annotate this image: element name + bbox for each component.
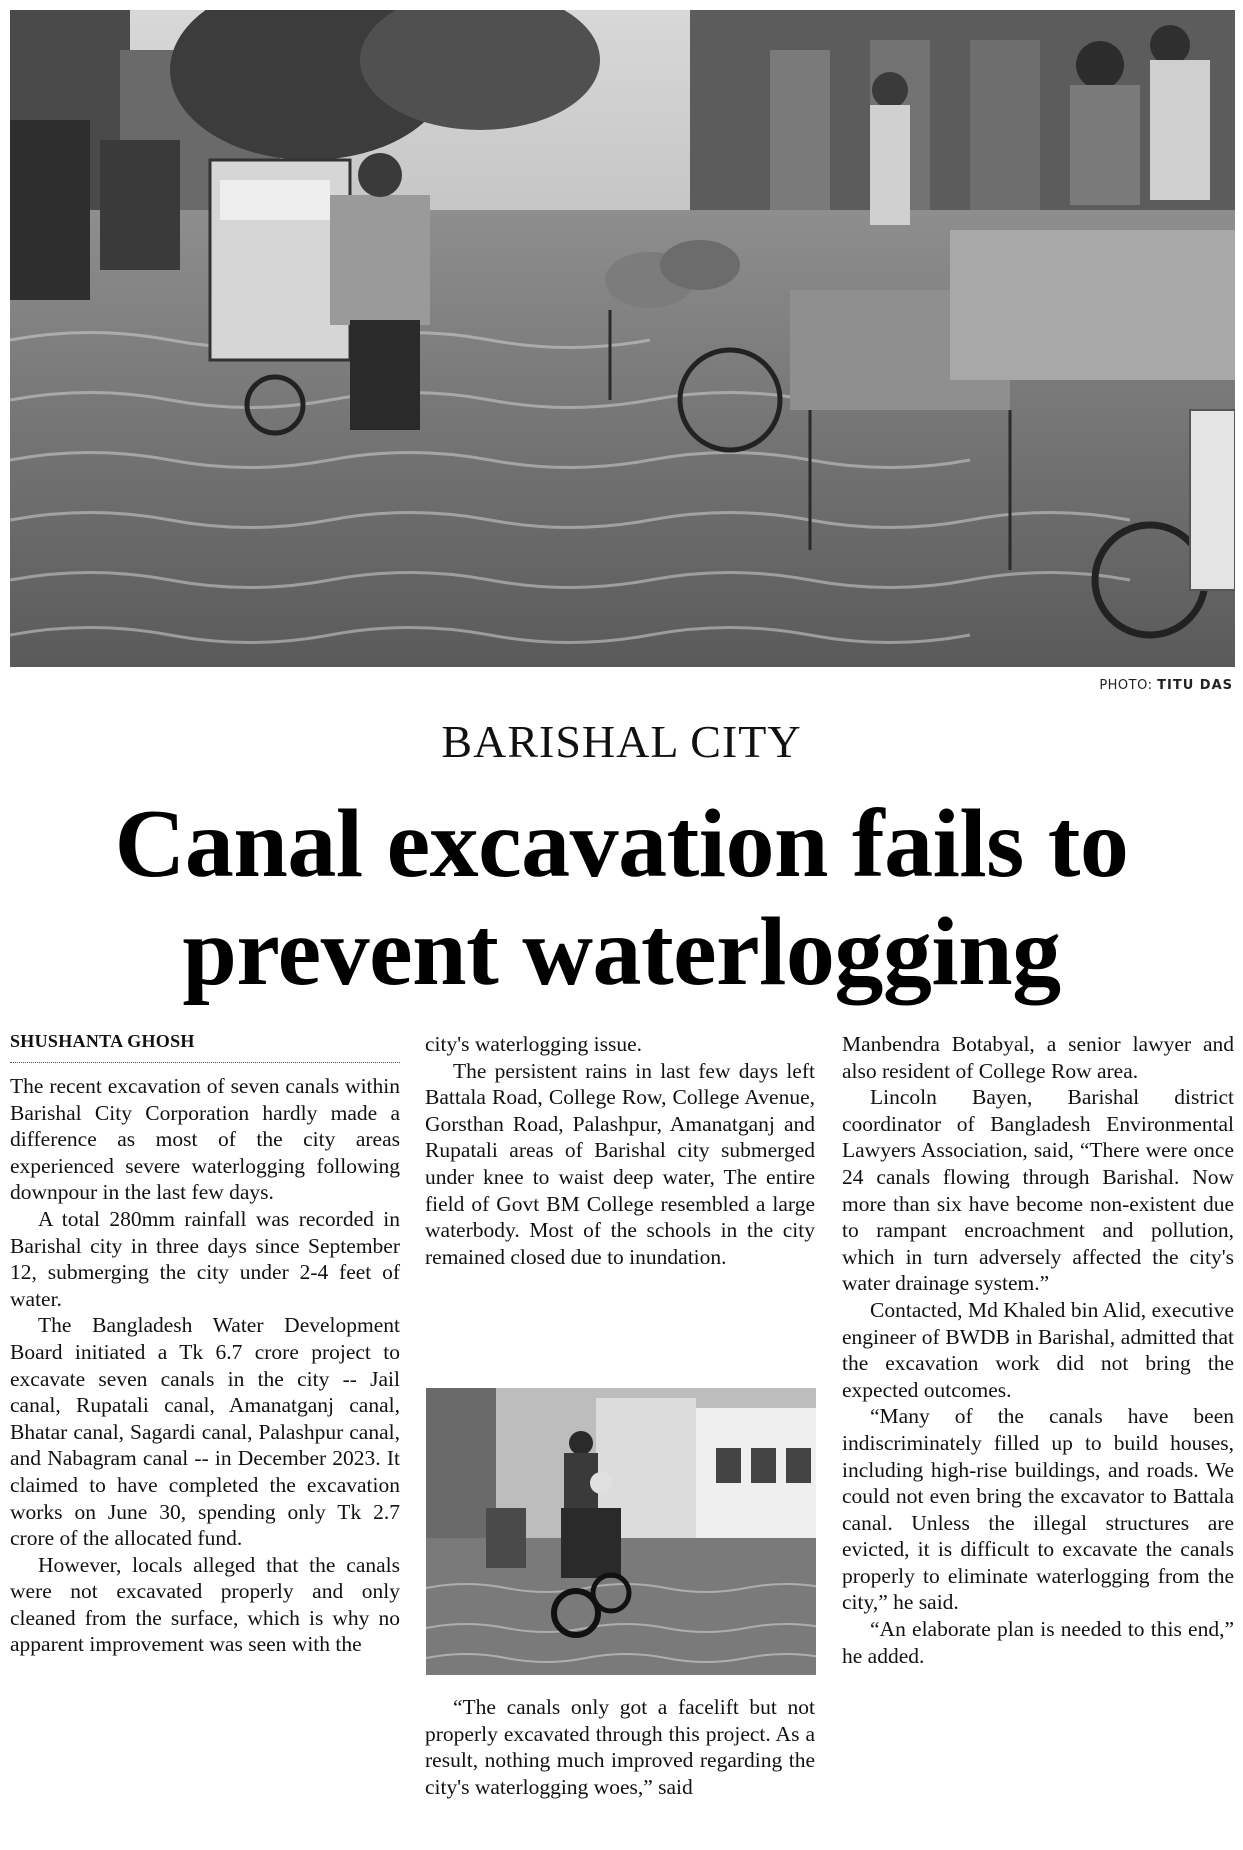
byline: SHUSHANTA GHOSH <box>10 1030 400 1063</box>
photo-credit <box>1099 678 1233 693</box>
article-column-2-continued <box>425 1694 815 1800</box>
paragraph: The recent excavation of seven canals within Barishal City Corporation hardly made a difference as most of the city areas experienced severe waterlogging following downpour in the last few days. <box>10 1074 400 1205</box>
paragraph: A total 280mm rainfall was recorded in Barishal city in three days since September 12, submerging the city under 2-4 feet of water. <box>10 1206 400 1311</box>
article-column-2 <box>425 1031 815 1270</box>
paragraph: “The canals only got a facelift but not properly excavated through this project. As a result, nothing much improved regarding the city's waterlogging woes,” said <box>425 1695 815 1799</box>
paragraph: The Bangladesh Water Development Board initiated a Tk 6.7 crore project to excavate seven canals in the city -- Jail canal, Rupatali canal, Amanatganj canal, Bhatar canal, Sagardi canal, Palashpur canal, and Nabagram canal -- in December 2023. It claimed to have completed the excavation works on June 30, spending only Tk 2.7 crore of the allocated fund. <box>10 1313 400 1551</box>
paragraph: Contacted, Md Khaled bin Alid, executive engineer of BWDB in Barishal, admitted that the excavation work did not bring the expected outcomes. <box>842 1297 1234 1402</box>
section-kicker: BARISHAL CITY <box>441 716 802 767</box>
paragraph: Lincoln Bayen, Barishal district coordinator of Bangladesh Environmental Lawyers Association, said, “There were once 24 canals flowing through Barishal. Now more than six have become non-existent due to rampant encroachment and pollution, which in turn adversely affected the city's water drainage system.” <box>842 1085 1234 1296</box>
article-column-3 <box>842 1031 1234 1669</box>
inset-photo <box>426 1388 816 1675</box>
paragraph: city's waterlogging issue. <box>425 1032 643 1056</box>
main-photo <box>10 10 1235 667</box>
photo-credit-name: TITU DAS <box>1157 678 1233 693</box>
paragraph: Manbendra Botabyal, a senior lawyer and also resident of College Row area. <box>842 1032 1234 1083</box>
headline: Canal excavation fails to prevent waterlogging <box>114 790 1129 1006</box>
paragraph: However, locals alleged that the canals were not excavated properly and only cleaned from the surface, which is why no apparent improvement was seen with the <box>10 1552 400 1657</box>
paragraph: “An elaborate plan is needed to this end,” he added. <box>842 1617 1234 1668</box>
article-column-1 <box>10 1030 400 1658</box>
photo-credit-prefix: PHOTO: <box>1099 678 1153 693</box>
paragraph: “Many of the canals have been indiscriminately filled up to build houses, including high-rise buildings, and roads. We could not even bring the excavator to Battala canal. Unless the illegal structures are evicted, it is difficult to excavate the canals properly to eliminate waterlogging from the city,” he said. <box>842 1404 1234 1615</box>
paragraph: The persistent rains in last few days left Battala Road, College Row, College Avenue, Gorsthan Road, Palashpur, Amanatganj and Rupatali areas of Barishal city submerged under knee to waist deep water, The entire field of Govt BM College resembled a large waterbody. Most of the schools in the city remained closed due to inundation. <box>425 1058 815 1269</box>
